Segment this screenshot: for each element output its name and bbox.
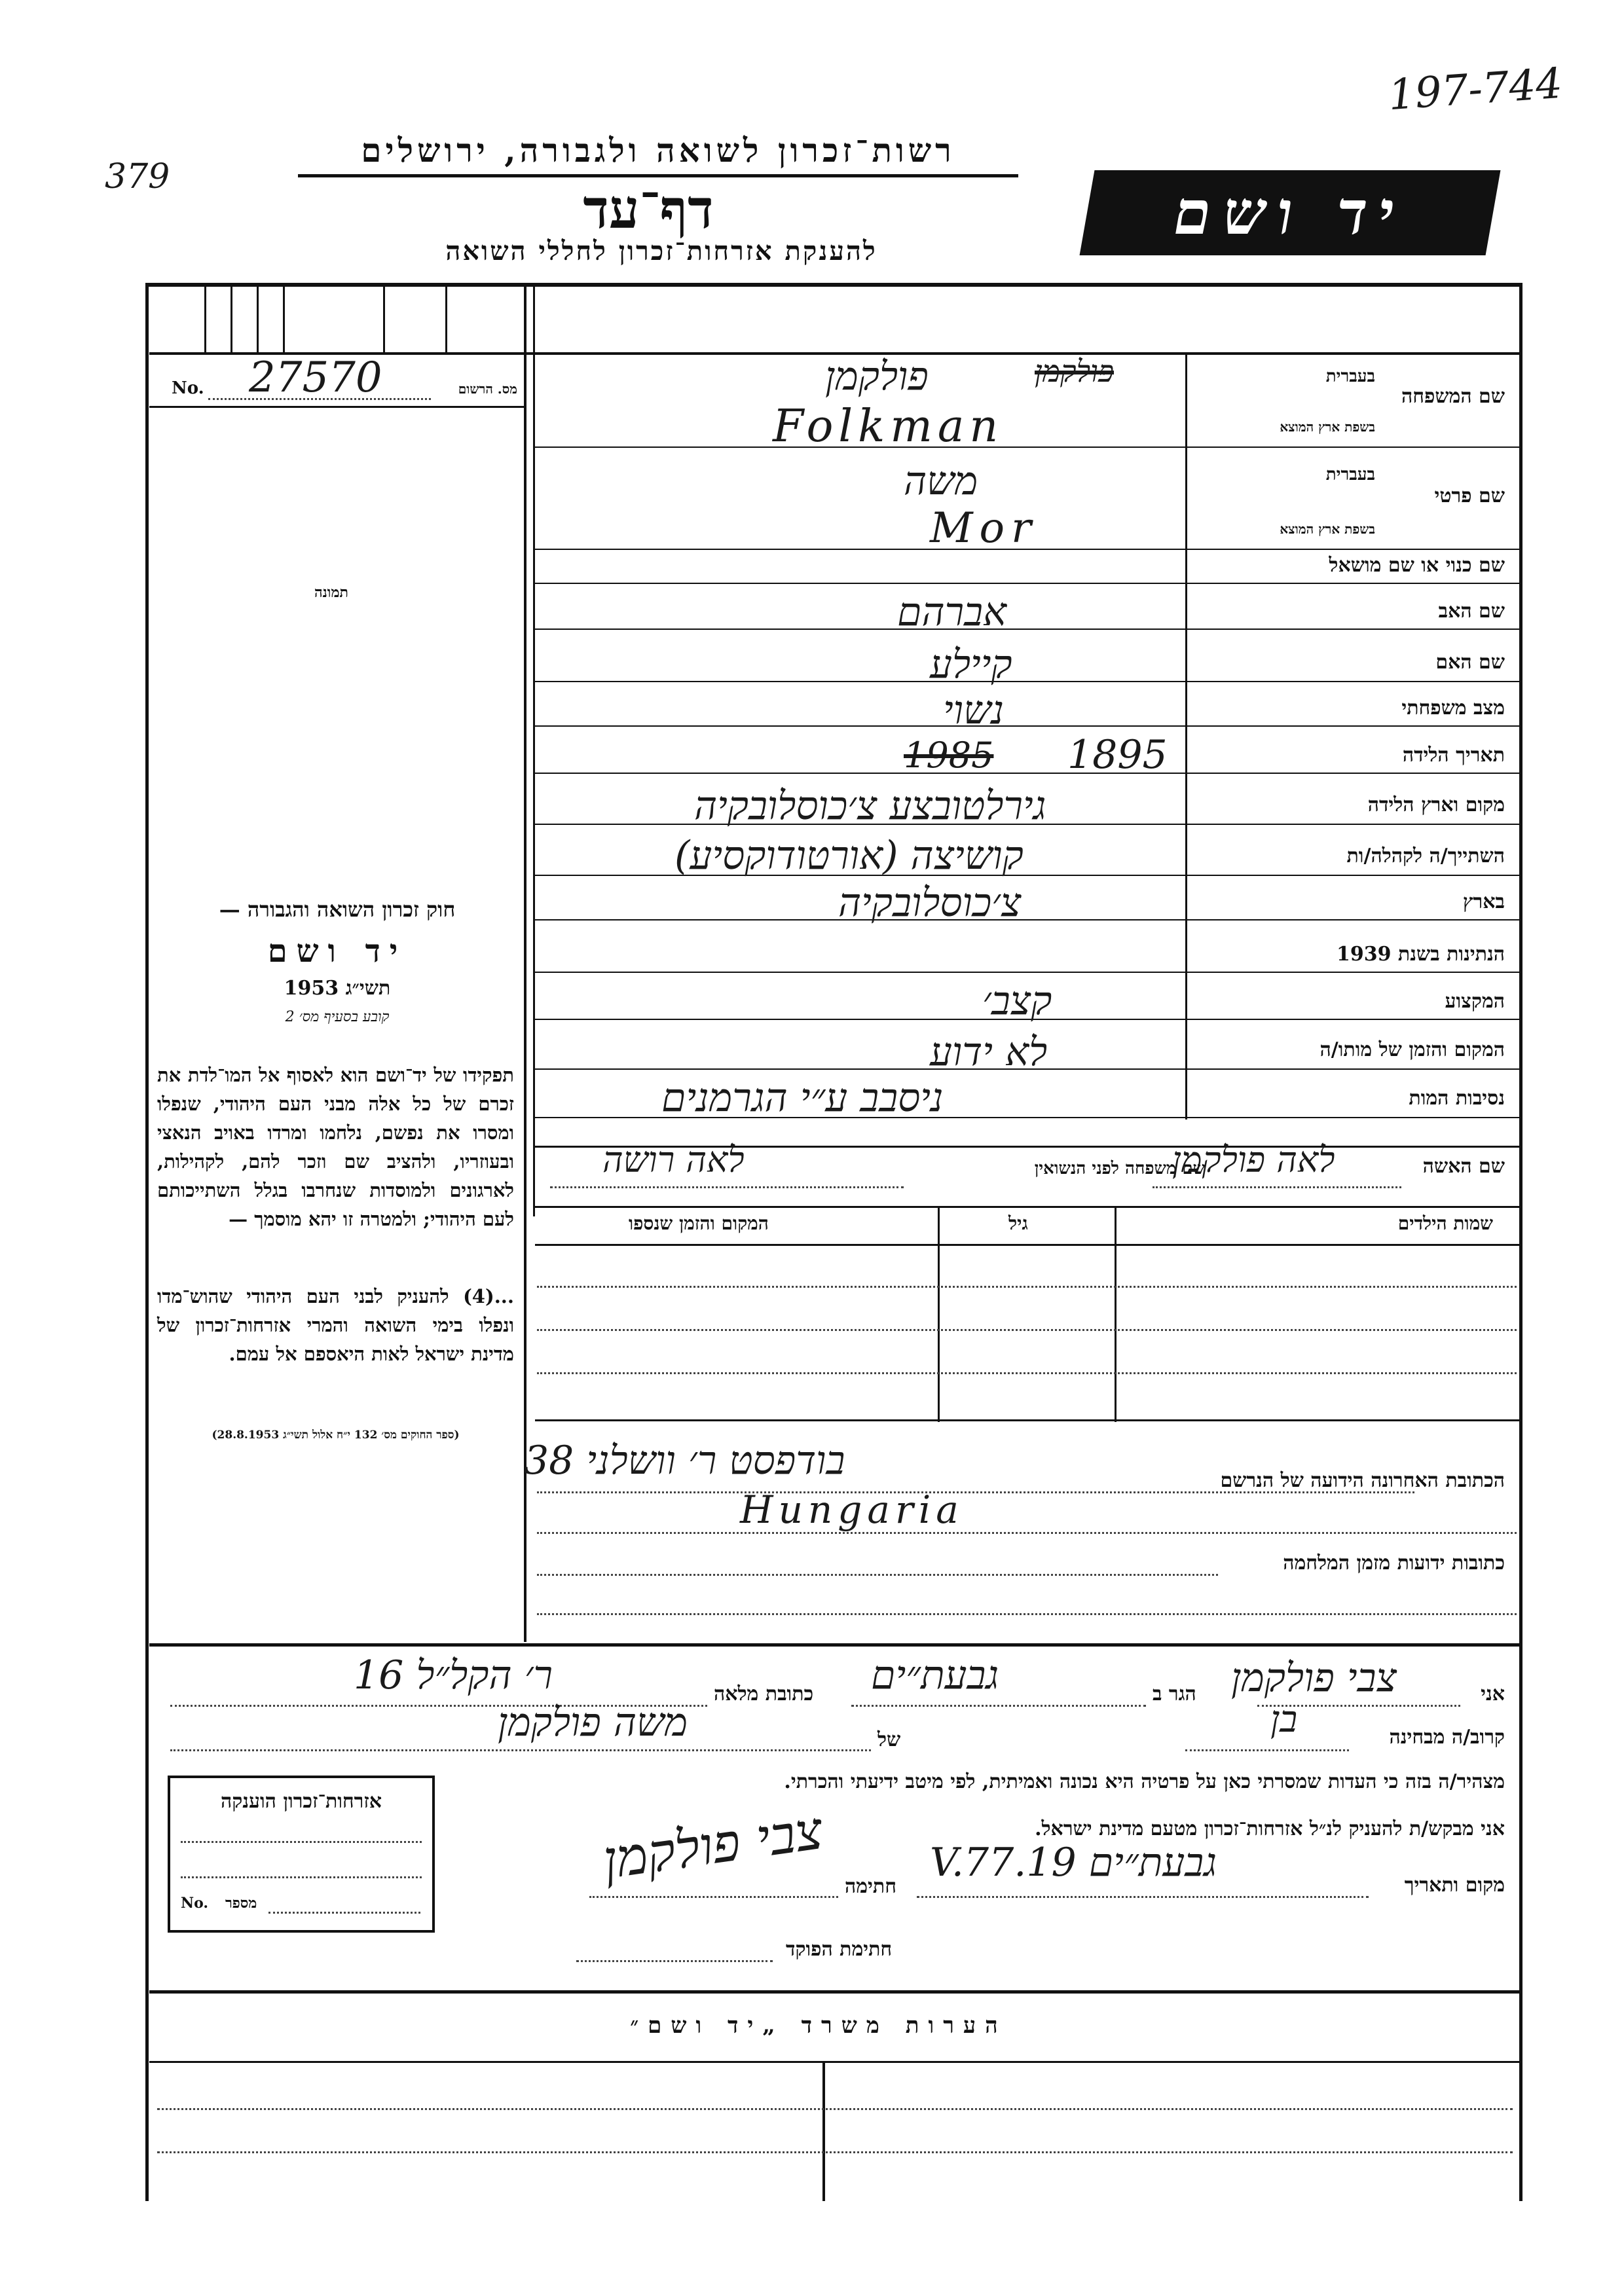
wife-value: לאה פולקמן bbox=[1172, 1139, 1335, 1180]
registration-value: 27570 bbox=[249, 354, 382, 402]
children-col-sep-1 bbox=[938, 1206, 940, 1422]
children-header-place: המקום והזמן שנספו bbox=[629, 1212, 769, 1234]
label-origin-2: בשפת ארץ המוצא bbox=[1280, 521, 1375, 537]
label-wife: שם האשה bbox=[1422, 1155, 1505, 1178]
law-paragraph-2: ...(4) להעניק לבני העם היהודי שהוש־מדו ונפלו בימי השואה והמרי אזרחות־זכרון של מדינת ישראל לאות היאספם אל עמם. bbox=[157, 1285, 514, 1365]
last-address-line1: בודפסט ר׳ וושלני 38 bbox=[524, 1438, 845, 1484]
remarks-title: הערות משרד „יד ושם״ bbox=[630, 2013, 1007, 2039]
declarant-statement-2: אני מבקש/ת להעניק לנ״ל אזרחות־זכרון מטעם מדינת ישראל. bbox=[1035, 1817, 1505, 1840]
label-wartime-address: כתובות ידועות מזמן המלחמה bbox=[1283, 1552, 1505, 1575]
birth-date-value: 1895 bbox=[1067, 732, 1168, 778]
children-col-sep-2 bbox=[1115, 1206, 1116, 1422]
first-name-hebrew: משה bbox=[904, 458, 978, 504]
label-of: של bbox=[877, 1728, 901, 1751]
declarant-relative-of: משה פולקמן bbox=[498, 1700, 688, 1745]
label-last-address: הכתובת האחרונה הידועה של הנרשם bbox=[1220, 1469, 1505, 1492]
address-section-bottom bbox=[149, 1643, 1519, 1647]
community-value: קושיצה (אורטודוקסיע) bbox=[674, 833, 1024, 879]
label-relative: קרוב/ה מבחינה bbox=[1389, 1726, 1505, 1749]
law-name: יד ושם bbox=[267, 933, 407, 970]
label-first-name: שם פרטי bbox=[1434, 484, 1505, 507]
label-officer-signature: חתימת הפוקד bbox=[786, 1938, 893, 1961]
logo-text: יד ושם bbox=[1168, 177, 1412, 248]
label-i: אני bbox=[1481, 1683, 1505, 1705]
signature-value: צבי פולקמן bbox=[599, 1799, 827, 1891]
label-mother: שם האם bbox=[1435, 651, 1505, 674]
declarant-statement-1: מצהיר/ה בזה כי העדות שמסרתי כאן על פרטיה היא נכונה ואמיתית, לפי מיטב ידיעתי והכרתי. bbox=[784, 1770, 1505, 1793]
last-address-line2: Hungaria bbox=[740, 1487, 964, 1532]
page-mark: 379 bbox=[105, 157, 170, 196]
label-lives-in: הגר ב bbox=[1153, 1683, 1196, 1705]
label-signature: חתימה bbox=[845, 1875, 896, 1898]
citizenship-box-number-label: מספר bbox=[225, 1895, 257, 1912]
circumstances-value: ניסבב ע״י הגרמנים bbox=[661, 1075, 944, 1121]
remarks-top bbox=[149, 1990, 1519, 1994]
citizenship-box-no-label: No. bbox=[181, 1895, 209, 1912]
place-date-value: גבעת״ים 19.V.77 bbox=[930, 1840, 1217, 1886]
label-full-address: כתובת מלאה bbox=[714, 1683, 814, 1705]
family-name-origin: Folkman bbox=[773, 401, 1004, 452]
label-death: המקום והזמן של מותו/ה bbox=[1320, 1038, 1505, 1061]
label-marital: מצב משפחתי bbox=[1401, 697, 1505, 720]
label-origin-1: בשפת ארץ המוצא bbox=[1280, 419, 1375, 435]
law-paragraph-1: תפקידו של יד־ושם הוא לאסוף אל המו־לדת את זכרם של כל אלה מבני העם היהודי, שנפלו ומסרו את נפשם, נלחמו ומרדו באויב הנאצי ובעוזריו, ולהציב שם וזכר להם, לקהילות, לארגונים ולמוסדות שנחרבו בגלל השתייכותם לעם היהודי; ולמטרה זו יהא מוסמך — bbox=[157, 1064, 514, 1230]
law-year: תשי״ג 1953 bbox=[284, 977, 391, 1000]
law-source: (ספר החוקים מס׳ 132 י״ח אלול תשי״ג 28.8.1953) bbox=[212, 1429, 460, 1442]
frame-top bbox=[145, 283, 1522, 287]
remarks-col-sep bbox=[822, 2062, 825, 2201]
document-number: 197-744 bbox=[1386, 59, 1564, 120]
label-country: בארץ bbox=[1462, 890, 1505, 913]
label-place-date: מקום ותאריך bbox=[1404, 1874, 1505, 1897]
label-birth-place: מקום וארץ הלידה bbox=[1367, 793, 1505, 816]
children-header-age: גיל bbox=[1008, 1212, 1028, 1234]
label-family-name: שם המשפחה bbox=[1401, 385, 1505, 408]
mother-value: קיילע bbox=[930, 642, 1012, 687]
form-subtitle: להענקת אזרחות־זכרון לחללי השואה bbox=[445, 236, 877, 266]
label-hebrew-1: בעברית bbox=[1325, 367, 1375, 386]
label-father: שם האב bbox=[1438, 600, 1505, 623]
registration-field bbox=[170, 354, 524, 406]
country-value: צ׳כוסלובקיה bbox=[838, 880, 1022, 926]
label-hebrew-2: בעברית bbox=[1325, 465, 1375, 484]
label-nickname: שם כנוי או שם מושאל bbox=[1329, 554, 1505, 577]
marital-value: נשוי bbox=[943, 687, 1005, 733]
header-underline bbox=[298, 174, 1018, 177]
label-birth-date: תאריך הלידה bbox=[1402, 744, 1505, 767]
family-name-struck: פולקמן bbox=[1035, 354, 1114, 389]
label-wife-maiden: שם משפחה לפני הנשואין bbox=[1034, 1159, 1205, 1178]
declarant-relation: בן bbox=[1270, 1698, 1298, 1741]
form-title: דף־עד bbox=[583, 178, 714, 241]
label-profession: המקצוע bbox=[1445, 990, 1505, 1013]
wife-maiden-value: לאה רושה bbox=[602, 1139, 745, 1180]
frame-right bbox=[1519, 283, 1522, 2201]
citizenship-box bbox=[168, 1776, 435, 1933]
label-community: השתייך/ה לקהלה/ות bbox=[1346, 845, 1505, 867]
registration-label: מס. הרשום bbox=[458, 381, 517, 397]
declarant-address: ר׳ הקל״ל 16 bbox=[354, 1652, 553, 1698]
header-authority: רשות־זכרון לשואה ולגבורה, ירושלים bbox=[361, 131, 955, 170]
law-heading: חוק זכרון השואה והגבורה — bbox=[219, 897, 456, 922]
profession-value: קצב׳ bbox=[982, 978, 1052, 1024]
registration-no-label: No. bbox=[172, 378, 204, 398]
label-circumstances: נסיבות המות bbox=[1409, 1087, 1505, 1110]
yad-vashem-logo bbox=[1080, 170, 1501, 255]
birth-place-value: גירלטובצע צ׳כוסלובקיה bbox=[694, 783, 1046, 829]
photo-label: תמונה bbox=[314, 584, 348, 601]
death-value: לא ידוע bbox=[930, 1029, 1048, 1075]
first-name-origin: Mor bbox=[930, 504, 1038, 553]
citizenship-box-title: אזרחות־זכרון הוענקה bbox=[220, 1790, 382, 1813]
declarant-name: צבי פולקמן bbox=[1231, 1655, 1397, 1701]
frame-left bbox=[145, 283, 149, 2201]
children-header-names: שמות הילדים bbox=[1397, 1212, 1493, 1234]
declarant-city: גבעת״ים bbox=[871, 1652, 999, 1698]
law-clause: קובע בסעיף מס׳ 2 bbox=[285, 1009, 390, 1025]
family-name-hebrew: פולקמן bbox=[825, 354, 929, 399]
birth-date-struck: 1985 bbox=[904, 735, 994, 776]
label-citizenship: הנתינות בשנת 1939 bbox=[1336, 943, 1505, 966]
father-value: אברהם bbox=[897, 589, 1006, 635]
